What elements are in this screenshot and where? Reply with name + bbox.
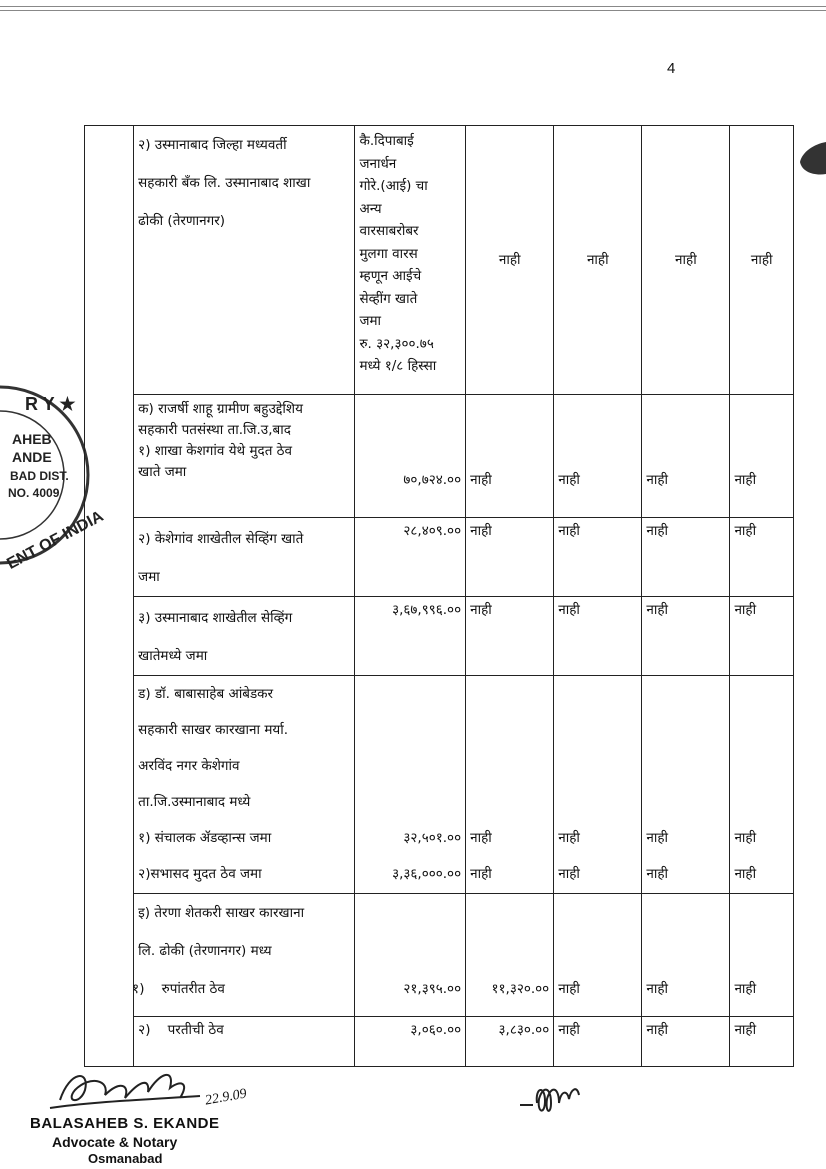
status-cell: नाही	[642, 395, 730, 518]
description-cell	[134, 518, 355, 597]
status-cell: नाही	[730, 395, 794, 518]
description-cell	[134, 126, 355, 395]
description-cell	[134, 676, 355, 894]
amount-cell: ३,०६०.००	[355, 1017, 466, 1067]
description-line: खाते जमा	[138, 464, 187, 480]
seal-text: ENT OF INDIA	[4, 507, 107, 573]
amount-line: सेव्हींग खाते	[359, 290, 418, 307]
amount-line: गोरे.(आई) चा	[359, 178, 428, 194]
status-cell: नाही	[642, 518, 730, 597]
description-line: १) रुपांतरीत ठेव	[132, 981, 225, 997]
amount-line: ३,३६,०००.००	[392, 866, 462, 882]
table-row	[85, 894, 794, 1017]
status-cell: नाही	[554, 597, 642, 676]
table-row	[85, 395, 794, 518]
status-line: नाही	[646, 830, 668, 846]
seal-text: AHEB	[12, 431, 52, 447]
status-cell: नाही	[730, 1017, 794, 1067]
description-line: ३) उस्मानाबाद शाखेतील सेव्हिंग	[138, 610, 293, 626]
amount-line: मध्ये १/८ हिस्सा	[359, 358, 437, 374]
description-cell	[134, 1017, 355, 1067]
description-line: क) राजर्षी शाहू ग्रामीण बहुउद्देशिय	[138, 401, 303, 417]
status-cell: ३,८३०.००	[466, 1017, 554, 1067]
status-cell: नाही	[730, 518, 794, 597]
description-line: २) उस्मानाबाद जिल्हा मध्यवर्ती	[138, 137, 287, 153]
description-line: खातेमध्ये जमा	[138, 648, 208, 664]
status-cell	[730, 676, 794, 894]
amount-cell	[355, 676, 466, 894]
status-line: नाही	[470, 830, 492, 846]
description-line: २) परतीची ठेव	[138, 1022, 224, 1038]
top-border-line	[0, 10, 826, 11]
amount-cell: ३,६७,९९६.००	[355, 597, 466, 676]
seal-text: NO. 4009	[8, 486, 60, 500]
status-cell: नाही	[466, 597, 554, 676]
page-number: 4	[667, 60, 676, 77]
description-line: ढोकी (तेरणानगर)	[138, 213, 226, 229]
seal-text: ANDE	[12, 449, 52, 465]
status-cell: ११,३२०.००	[466, 894, 554, 1017]
status-line: नाही	[470, 866, 492, 882]
amount-cell: २१,३९५.००	[355, 894, 466, 1017]
status-cell: नाही	[642, 597, 730, 676]
amount-cell: २८,४०९.००	[355, 518, 466, 597]
amount-line: ३२,५०१.००	[403, 830, 462, 846]
amount-cell: ७०,७२४.००	[355, 395, 466, 518]
notary-title: Advocate & Notary	[52, 1134, 178, 1150]
status-cell	[466, 676, 554, 894]
table-row	[85, 126, 794, 395]
description-line: ड) डॉ. बाबासाहेब आंबेडकर	[138, 686, 274, 702]
status-line: नाही	[558, 866, 580, 882]
amount-line: रु. ३२,३००.७५	[359, 335, 434, 352]
status-cell: नाही	[642, 1017, 730, 1067]
status-cell: नाही	[730, 597, 794, 676]
notary-signature-block	[30, 1060, 270, 1169]
description-line: २)सभासद मुदत ठेव जमा	[138, 866, 262, 882]
status-cell: नाही	[554, 518, 642, 597]
table-row	[85, 1017, 794, 1067]
description-line: सहकारी साखर कारखाना मर्या.	[138, 722, 289, 738]
amount-line: वारसाबरोबर	[359, 223, 419, 239]
description-line: १) शाखा केशगांव येथे मुदत ठेव	[138, 443, 293, 459]
description-line: २) केशेगांव शाखेतील सेव्हिंग खाते	[138, 531, 304, 547]
status-line: नाही	[558, 830, 580, 846]
status-cell: नाही	[554, 1017, 642, 1067]
status-line: नाही	[734, 830, 757, 846]
amount-line: अन्य	[359, 200, 382, 217]
seal-text: BAD DIST.	[10, 469, 69, 483]
assets-table	[84, 125, 794, 1067]
status-cell: नाही	[554, 126, 642, 395]
description-line: सहकारी पतसंस्था ता.जि.उ,बाद	[138, 422, 291, 438]
status-cell: नाही	[730, 894, 794, 1017]
description-cell	[134, 894, 355, 1017]
status-cell: नाही	[554, 894, 642, 1017]
status-line: नाही	[646, 866, 668, 882]
status-cell: नाही	[554, 395, 642, 518]
amount-line: म्हणून आईचे	[359, 268, 422, 284]
seal-text: R Y ★	[25, 394, 76, 414]
status-line: नाही	[734, 866, 757, 882]
description-line: १) संचालक ॲडव्हान्स जमा	[138, 830, 272, 846]
status-cell	[642, 676, 730, 894]
status-cell: नाही	[466, 395, 554, 518]
ink-blot	[796, 140, 826, 180]
status-cell: नाही	[730, 126, 794, 395]
amount-line: मुलगा वारस	[359, 245, 418, 262]
description-line: जमा	[138, 569, 160, 585]
description-line: लि. ढोकी (तेरणानगर) मध्य	[138, 943, 272, 959]
table-row	[85, 676, 794, 894]
amount-line: जमा	[359, 313, 382, 329]
description-cell	[134, 395, 355, 518]
amount-cell	[355, 126, 466, 395]
status-cell: नाही	[466, 126, 554, 395]
table-row	[85, 597, 794, 676]
status-cell: नाही	[642, 894, 730, 1017]
description-line: सहकारी बँक लि. उस्मानाबाद शाखा	[138, 175, 311, 191]
status-cell: नाही	[642, 126, 730, 395]
notary-seal-stamp	[0, 380, 107, 580]
amount-line: जनार्धन	[359, 155, 397, 172]
notary-place: Osmanabad	[88, 1151, 163, 1166]
table-row	[85, 518, 794, 597]
notary-name: BALASAHEB S. EKANDE	[30, 1115, 220, 1132]
amount-line: कै.दिपाबाई	[359, 133, 414, 149]
description-line: अरविंद नगर केशेगांव	[138, 758, 240, 774]
status-cell: नाही	[466, 518, 554, 597]
top-border-line	[0, 6, 826, 7]
blank-serial-column	[85, 126, 134, 1067]
description-cell	[134, 597, 355, 676]
description-line: ता.जि.उस्मानाबाद मध्ये	[138, 794, 251, 810]
description-line: इ) तेरणा शेतकरी साखर कारखाना	[138, 905, 305, 921]
status-cell	[554, 676, 642, 894]
signature-date: 22.9.09	[203, 1086, 248, 1109]
second-signature	[515, 1075, 590, 1125]
